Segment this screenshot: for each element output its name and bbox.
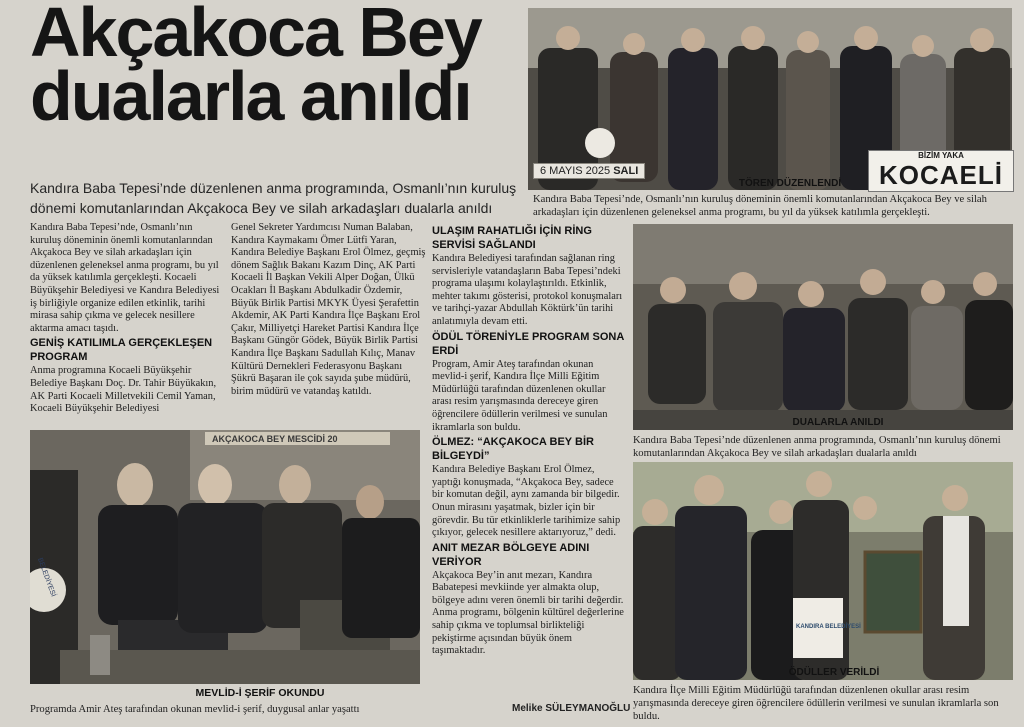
paragraph: Kandıra Belediyesi tarafından sağlanan ring servisleriyle vatandaşların Baba Tepesi’ndeki programa ulaşımı kolaylaştırıldı. Etkinlik, mehter takımı gösterisi, protokol konuşmaları ve tarihçi-yazar Abdullah Köktürk’ün tarihi anlatımıyla devam etti. [432, 253, 623, 327]
headline-line-2: dualarla anıldı [30, 57, 471, 135]
photo-prayer [633, 224, 1013, 430]
photo-prayer-caption: Kandıra Baba Tepesi’nde düzenlenen anma programında, Osmanlı’nın kuruluş dönemi komutanlarından Akçakoca Bey ve silah arkadaşları dualarla anıldı [633, 435, 1001, 459]
paragraph: Kandıra Baba Tepesi’nde, Osmanlı’nın kuruluş döneminin önemli komutanlarından Akçakoca Bey ve silah arkadaşları için düzenlenen geleneksel anma programı, bu yıl da yüksek katılımla gerçekleşti. Kocaeli Büyükşehir Belediyesi ve Kandıra Belediyesi iş birliğiyle organize edilen etkinlik, tarihi mirasa sahip çıkma ve gelecek nesillere aktarma amacı taşıdı. [30, 222, 220, 334]
article-column-1 [30, 222, 226, 416]
headline [30, 0, 525, 135]
photo-mevlid [30, 430, 420, 684]
paragraph: Program, Amir Ateş tarafından okunan mevlid-i şerif, Kandıra İlçe Milli Eğitim Müdürlüğü tarafından düzenlenen okullar arası resim yarışmasında dereceye giren öğrencilere ödüllerin verilmesi ve sunulan ikramlarla son buldu. [432, 358, 608, 433]
photo-mevlid-image [30, 430, 420, 684]
photo-prayer-label: DUALARLA ANILDI [792, 417, 884, 428]
paragraph: Genel Sekreter Yardımcısı Numan Balaban, Kandıra Kaymakamı Ömer Lütfi Yaran, Kandıra Belediye Başkanı Erol Ölmez, geçmiş dönem Sağlık Bakanı Kazım Dinç, AK Parti Kocaeli İl Başkan Vekili Alper Doğan, Ülkü Ocakları İl Başkanı Abdulkadir Özdemir, Büyük Birlik Partisi MKYK Üyesi Şerafettin Akdemir, AK Parti Kandıra İlçe Başkanı Erol Çakır, Milliyetçi Hareket Partisi Kandıra İlçe Başkanı Güngör Gödek, Büyük Birlik Partisi Kandıra İlçe Başkanı Sadullah Kılıç, Manav Kültürü Dernekleri Federasyonu Başkanı Şükrü Başaran ile çok sayıda şube müdürü, birim müdürü ve vatandaş katıldı. [231, 222, 426, 397]
article-column-2 [231, 222, 427, 398]
photo-prayer-image [633, 224, 1013, 430]
author-byline: Melike SÜLEYMANOĞLU [512, 703, 631, 714]
paragraph: Kandıra Belediye Başkanı Erol Ölmez, yaptığı konuşmada, “Akçakoca Bey, sadece bir komutan değil, aynı zamanda bir bilgedir. Onun mirasını yaşatmak, bizler için bir görevdir. Bu tür etkinliklerle tarihimize sahip çıkıyor, gelecek nesillere aktarıyoruz,” dedi. [432, 464, 621, 539]
photo-awards-caption: Kandıra İlçe Milli Eğitim Müdürlüğü tarafından düzenlenen okullar arası resim yarışmasında dereceye giren öğrencilere ödüllerin verilmesi ve sunulan ikramlarla son buldu. [633, 685, 999, 722]
subheading: ANIT MEZAR BÖLGEYE ADINI VERİYOR [432, 541, 590, 568]
paragraph: Anma programına Kocaeli Büyükşehir Belediye Başkanı Doç. Dr. Tahir Büyükakın, AK Parti Kocaeli Milletvekili Cemil Yaman, Kocaeli Büyükşehir Belediyesi [30, 365, 217, 415]
date-text: 6 MAYIS 2025 [540, 165, 611, 177]
photo-awards-label: ÖDÜLLER VERİLDİ [788, 667, 880, 678]
article-deck: Kandıra Baba Tepesi’nde düzenlenen anma programında, Osmanlı’nın kuruluş dönemi komutanlarından Akçakoca Bey ve silah arkadaşları dualarla anıldı [30, 180, 517, 216]
paragraph: Akçakoca Bey’in anıt mezarı, Kandıra Babatepesi mevkiinde yer almakta olup, bölgeye adını veren önemli bir tarihi değerdir. Anma programı, bölgenin kültürel değerlerine sahip çıkma ve toplumsal birlikteliği pekiştirme açısından büyük önem taşımaktadır. [432, 569, 624, 657]
day-text: SALI [613, 165, 639, 177]
banner-text: AKÇAKOCA BEY MESCİDİ 20 [212, 434, 338, 444]
date-badge [533, 163, 645, 179]
photo-mevlid-label: MEVLİD-İ ŞERİF OKUNDU [195, 687, 325, 699]
brand-logo [868, 150, 1014, 192]
photo-ceremony-caption: Kandıra Baba Tepesi’nde, Osmanlı’nın kuruluş döneminin önemli komutanlarından Akçakoca Bey ve silah arkadaşları için düzenlenen geleneksel anma programı, bu yıl da yüksek katılımla gerçekleşti. [533, 194, 987, 218]
article-column-3 [432, 223, 624, 658]
photo-awards-image [633, 462, 1013, 680]
photo-mevlid-caption: Programda Amir Ateş tarafından okunan mevlid-i şerif, duygusal anlar yaşattı [30, 704, 360, 715]
brand-small-text: BİZİM YAKA [918, 151, 964, 160]
podium-text: BELEDİYESİ [36, 557, 57, 598]
photo-ceremony-label: TÖREN DÜZENLENDİ [738, 178, 842, 189]
photo-awards [633, 462, 1013, 680]
subheading: ULAŞIM RAHATLIĞI İÇİN RİNG SERVİSİ SAĞLANDI [432, 225, 592, 251]
subheading: ÖDÜL TÖRENİYLE PROGRAM SONA ERDİ [432, 330, 624, 357]
subheading: GENİŞ KATILIMLA GERÇEKLEŞEN PROGRAM [30, 337, 213, 364]
bag-text: KANDIRA BELEDİYESİ [796, 624, 861, 630]
brand-big-text: KOCAELİ [879, 160, 1003, 190]
subheading: ÖLMEZ: “AKÇAKOCA BEY BİR BİLGEYDİ” [432, 436, 594, 463]
headline-line-1: Akçakoca Bey [30, 0, 481, 71]
